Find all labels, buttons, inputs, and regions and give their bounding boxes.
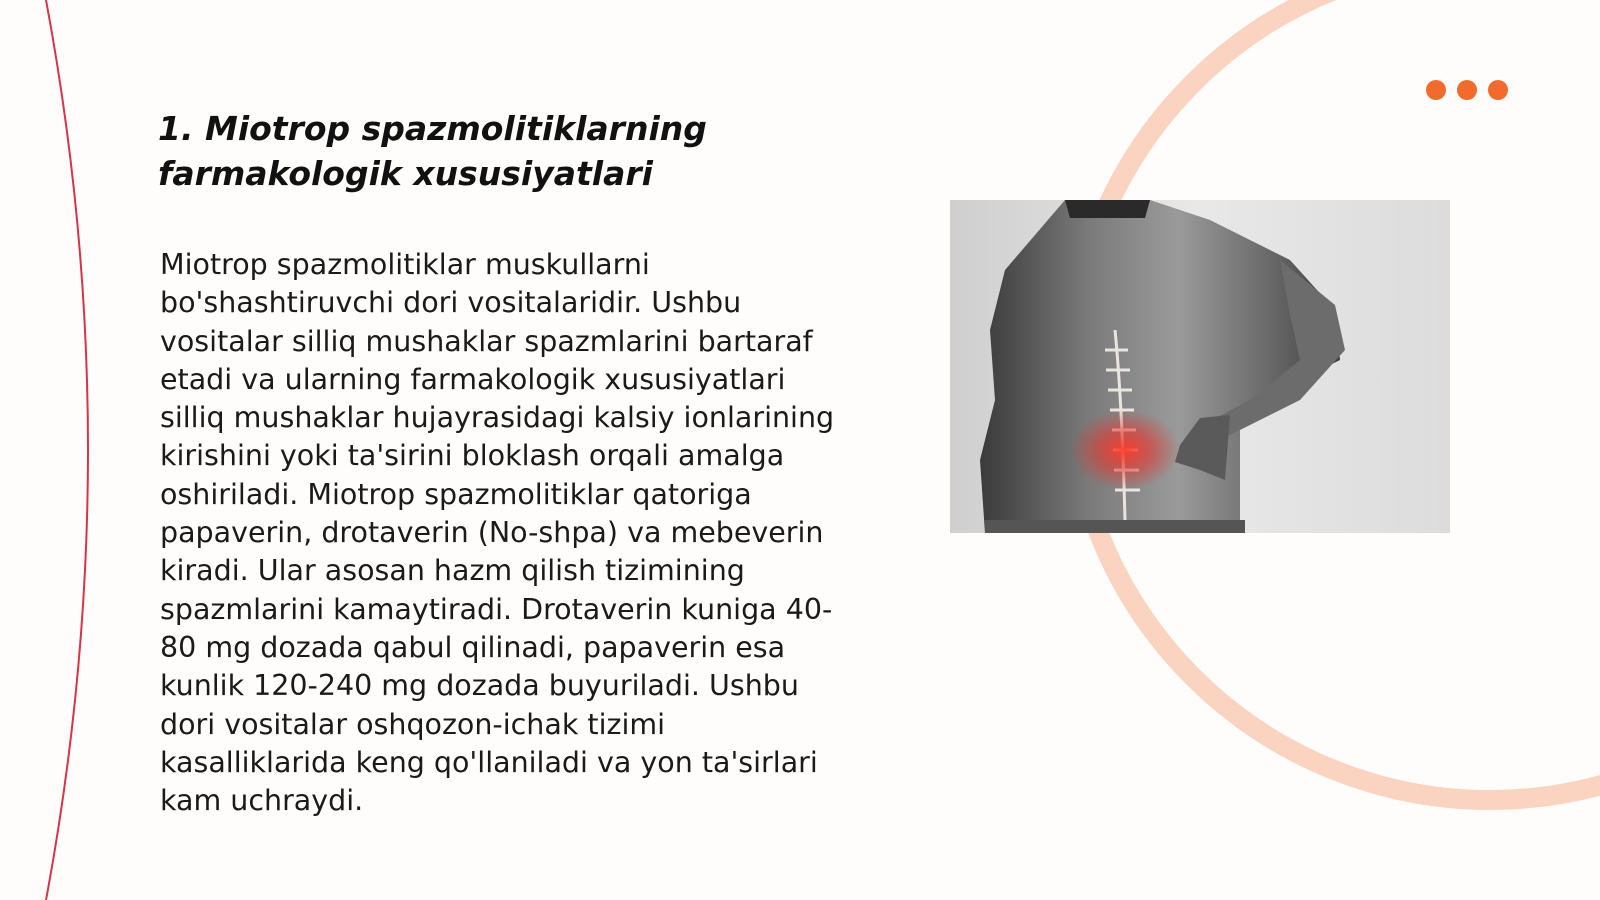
slide-body-text: Miotrop spazmolitiklar muskullarni bo'shashtiruvchi dori vositalaridir. Ushbu vositalar silliq mushaklar spazmlarini bartaraf etadi va ularning farmakologik xususiyatlari silliq mushaklar hujayrasidagi kalsiy ionlarining kirishini yoki ta'sirini bloklash orqali amalga oshiriladi. Miotrop spazmolitiklar qatoriga papaverin, drotaverin (No-shpa) va mebeverin kiradi. Ular asosan hazm qilish tizimining spazmlarini kamaytiradi. Drotaverin kuniga 40-80 mg dozada qabul qilinadi, papaverin esa kunlik 120-240 mg dozada buyuriladi. Ushbu dori vositalar oshqozon-ichak tizimi kasalliklarida keng qo'llaniladi va yon ta'sirlari kam uchraydi. — [160, 248, 835, 818]
back-pain-photo — [950, 200, 1450, 533]
dot-icon — [1488, 80, 1508, 100]
menu-dots — [1426, 80, 1508, 100]
dot-icon — [1426, 80, 1446, 100]
left-curve-line — [46, 0, 88, 900]
dot-icon — [1457, 80, 1477, 100]
slide-title: 1. Miotrop spazmolitiklarning farmakologik xususiyatlari — [158, 109, 707, 193]
